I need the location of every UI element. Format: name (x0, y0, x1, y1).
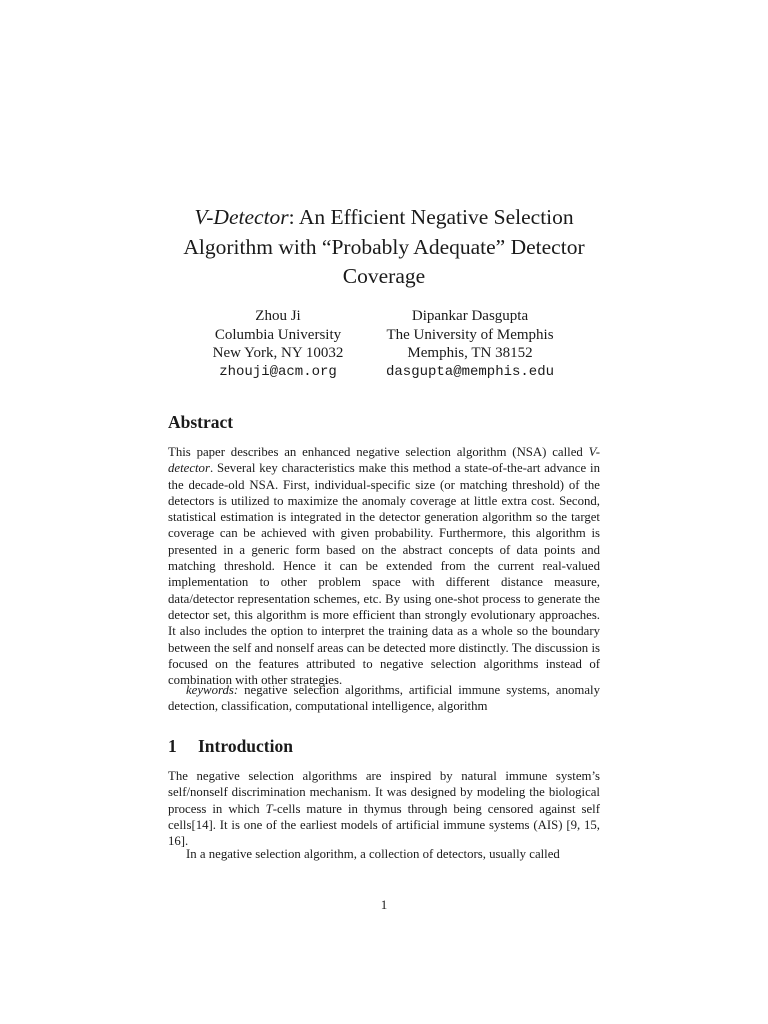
keywords-paragraph (168, 682, 600, 715)
author-name: Zhou Ji (255, 308, 301, 324)
title-line-1-rest: : An Efficient Negative Selection (288, 205, 574, 229)
abstract-italic-term: V-detector (168, 445, 600, 476)
intro-p1-rest: -cells mature in thymus through being censored against self cells[14]. It is one of the earliest models of artificial immune systems (AIS) [9, 15, 16]. (168, 801, 600, 849)
intro-paragraph-2: In a negative selection algorithm, a collection of detectors, usually called (186, 847, 560, 861)
author-1 (178, 307, 378, 381)
title-line-1 (120, 203, 648, 233)
keywords-list: negative selection algorithms, artificial immune systems, anomaly detection, classification, computational intelligence, algorithm (168, 683, 600, 714)
author-2 (370, 307, 570, 381)
intro-paragraph-1 (168, 768, 600, 849)
abstract-body (168, 444, 600, 688)
intro-p1-start: The negative selection algorithms are inspired by natural immune system’s self/nonself discrimination mechanism. It was designed by modeling the biological process in which (168, 769, 600, 816)
author-address: New York, NY 10032 (212, 345, 344, 361)
abstract-heading: Abstract (168, 412, 234, 432)
section-number: 1 (168, 736, 177, 756)
author-email: zhouji@acm.org (219, 363, 337, 380)
abstract-text-start: This paper describes an enhanced negative selection algorithm (NSA) called (168, 445, 589, 459)
author-address: Memphis, TN 38152 (407, 345, 533, 361)
introduction-heading (168, 736, 293, 757)
author-affiliation: Columbia University (214, 326, 342, 343)
keywords-label: keywords: (186, 683, 239, 697)
paper-title (120, 203, 648, 292)
page-number: 1 (380, 897, 388, 912)
section-title-text: Introduction (198, 736, 293, 756)
author-email: dasgupta@memphis.edu (385, 363, 555, 380)
abstract-text-rest: . Several key characteristics make this method a state-of-the-art advance in the decade-old NSA. First, individual-specific size (or matching threshold) of the detectors is utilized to maximize the anomaly coverage at little extra cost. Second, statistical estimation is integrated in the detector generation algorithm so the target coverage can be achieved with given probability. Furthermore, this algorithm is presented in a generic form based on the abstract concepts of data points and matching threshold. Hence it can be extended from the current real-valued implementation to other problem space with different distance measure, data/detector representation schemes, etc. By using one-shot process to generate the detector set, this algorithm is more efficient than strongly evolutionary approaches. It also includes the option to interpret the training data as a whole so the boundary between the self and nonself areas can be detected more distinctly. The discussion is focused on the features attributed to negative selection algorithms instead of combination with other strategies. (168, 461, 600, 688)
author-name: Dipankar Dasgupta (411, 308, 529, 324)
intro-p1-italic: T (265, 801, 273, 816)
title-italic-term: V-Detector (194, 205, 289, 229)
author-affiliation: The University of Memphis (386, 326, 554, 343)
title-line-3: Coverage (342, 264, 426, 288)
title-line-2: Algorithm with “Probably Adequate” Detector (183, 234, 585, 259)
